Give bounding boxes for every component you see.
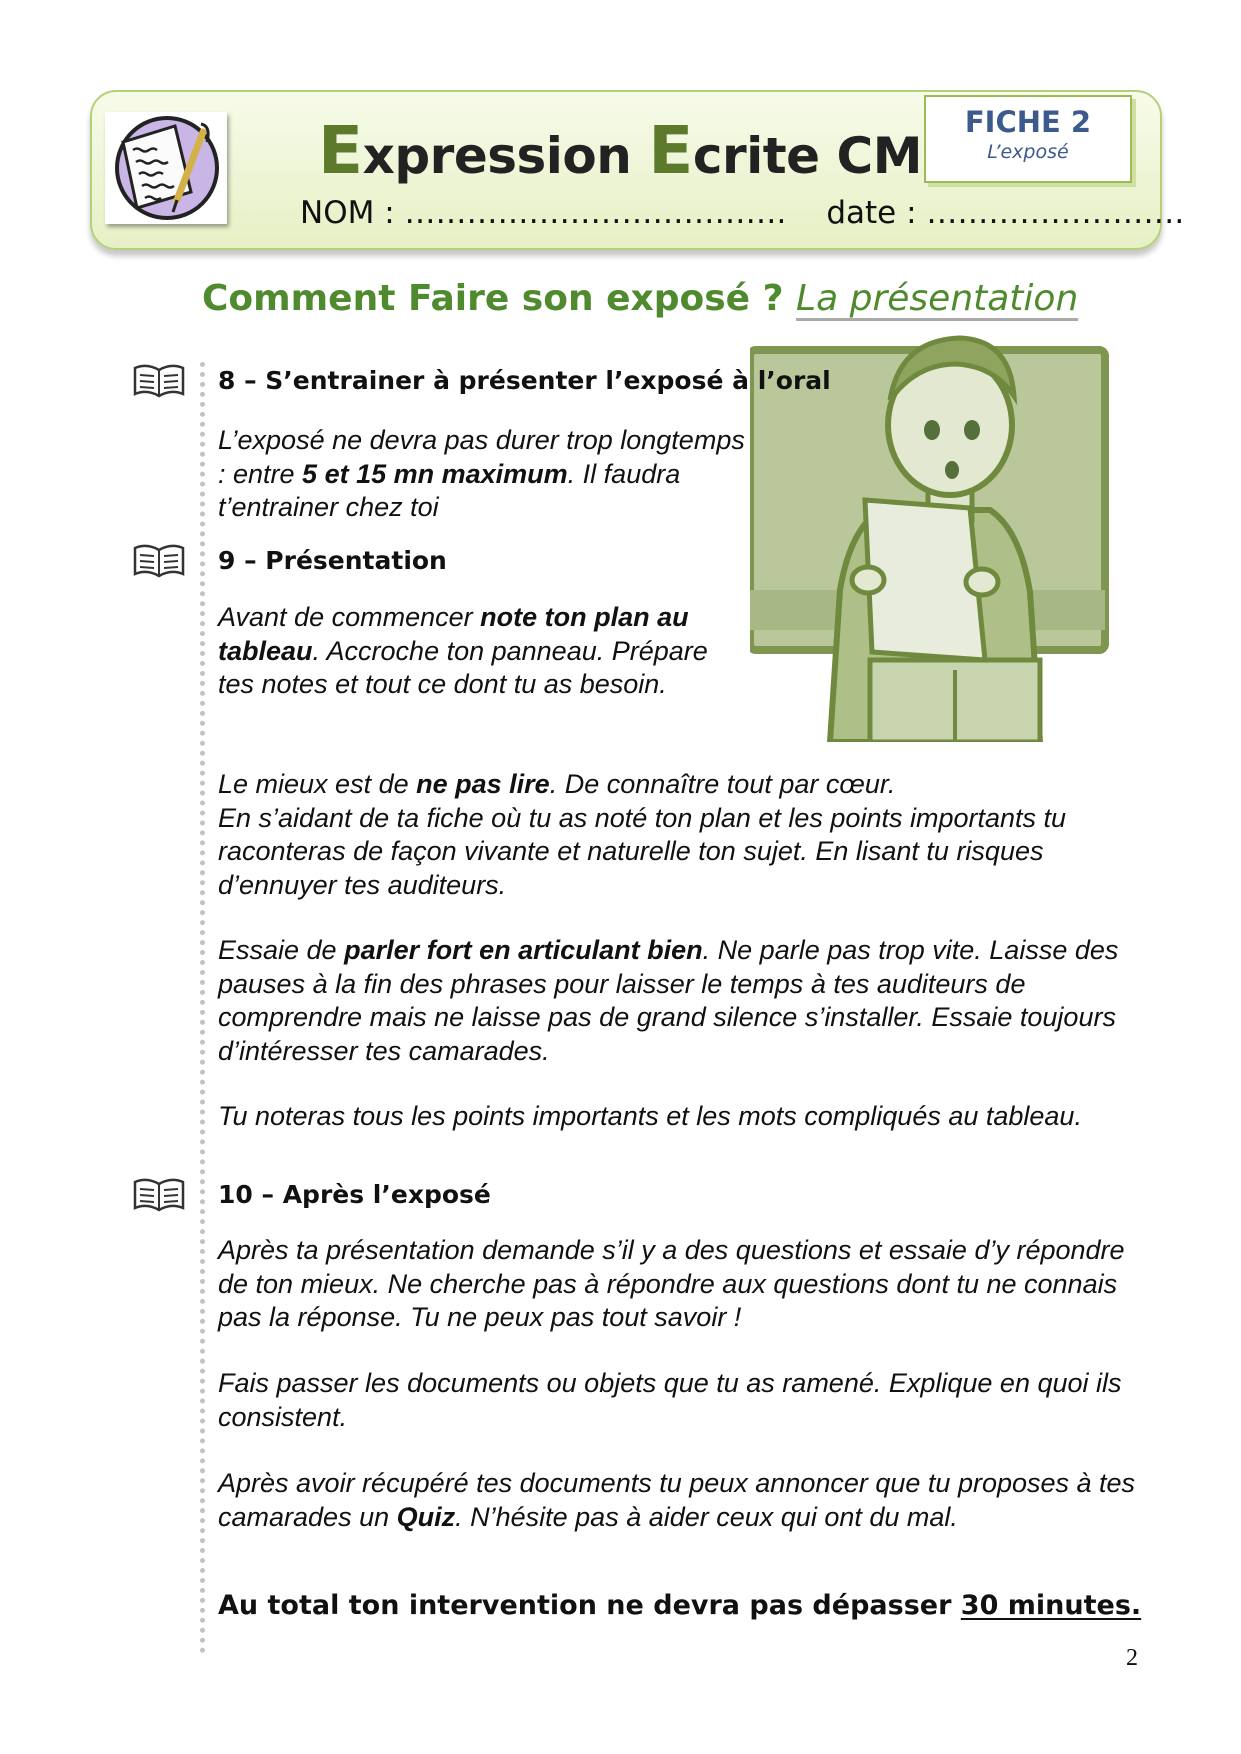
section-9-paragraph-3 xyxy=(218,934,1148,1068)
bold-run: ne pas lire xyxy=(416,769,550,799)
heading-italic: La présentation xyxy=(796,278,1079,319)
book-icon xyxy=(131,1176,187,1214)
bold-run: 5 et 15 mn maximum xyxy=(302,458,568,489)
text-run: L’exposé ne devra pas durer trop longtemps : entre xyxy=(218,425,745,489)
title-initial-e2: E xyxy=(648,112,693,189)
section-10-title: 10 – Après l’exposé xyxy=(218,1180,491,1209)
bold-run: Quiz xyxy=(396,1501,456,1532)
writing-logo-icon xyxy=(105,112,227,224)
text-run: . N’hésite pas à aider ceux qui ont du mal. xyxy=(455,1501,958,1532)
text-run: Essaie de xyxy=(218,935,345,965)
fiche-badge xyxy=(924,95,1132,183)
section-8-paragraph xyxy=(218,424,758,525)
text-run: . Il faudra t’entrainer chez toi xyxy=(218,458,681,522)
section-10-paragraph-2: Fais passer les documents ou objets que tu as ramené. Explique en quoi ils consistent. xyxy=(218,1368,1122,1432)
text-run: Après avoir récupéré tes documents tu peux annoncer que tu proposes à tes camarades un xyxy=(218,1468,1136,1532)
text-run: Avant de commencer xyxy=(218,602,481,632)
section-heading xyxy=(202,278,1078,319)
text-run: . De connaître tout par cœur. xyxy=(549,769,896,799)
text-run: Le mieux est de xyxy=(218,769,417,799)
text-run: . Ne parle pas trop vite. Laisse des pauses à la fin des phrases pour laisser le temps à tes auditeurs de comprendre mais ne laisse pas de grand silence s’installer. Essaie toujours d’intéresser tes camarades. xyxy=(218,935,1119,1066)
section-9-paragraph-1 xyxy=(218,601,738,702)
section-10-paragraph-1: Après ta présentation demande s’il y a des questions et essaie d’y répondre de ton mieux. Ne cherche pas à répondre aux questions dont tu ne connais pas la réponse. Tu ne peux pas tout savoir ! xyxy=(218,1235,1125,1332)
dotted-margin-line xyxy=(200,362,205,1654)
section-9-paragraph-4: Tu noteras tous les points importants et les mots compliqués au tableau. xyxy=(218,1101,1082,1131)
page-number: 2 xyxy=(1126,1645,1138,1671)
title-text-2: crite CM xyxy=(692,127,922,185)
text-run: Au total ton intervention ne devra pas dépasser xyxy=(218,1590,961,1621)
book-icon xyxy=(131,542,187,580)
bold-run: parler fort en articulant bien xyxy=(344,935,703,965)
section-10-paragraph-3 xyxy=(218,1467,1148,1534)
title-initial-e1: E xyxy=(318,112,363,189)
section-9-paragraph-2 xyxy=(218,768,1148,902)
heading-main: Comment Faire son exposé ? xyxy=(202,278,797,319)
nom-field: NOM : ………………………………. xyxy=(300,195,787,231)
fiche-subtitle: L’exposé xyxy=(987,141,1069,163)
section-9-title: 9 – Présentation xyxy=(218,546,447,575)
underlined-duration: 30 minutes. xyxy=(960,1590,1142,1621)
text-run: En s’aidant de ta fiche où tu as noté ton plan et les points importants tu raconteras de façon vivante et naturelle ton sujet. En lisant tu risques d’ennuyer tes auditeurs. xyxy=(218,802,1067,900)
title-text-1: xpression xyxy=(362,127,649,185)
book-icon xyxy=(131,362,187,400)
bold-run: note ton plan au tableau xyxy=(218,602,689,666)
date-field: date : ……………………. xyxy=(826,195,1185,231)
section-8-title: 8 – S’entrainer à présenter l’exposé à l’oral xyxy=(218,366,831,395)
page-title xyxy=(300,112,940,189)
text-run: . Accroche ton panneau. Prépare tes notes et tout ce dont tu as besoin. xyxy=(218,635,708,699)
fiche-number: FICHE 2 xyxy=(964,105,1092,139)
name-date-line xyxy=(300,195,1185,231)
total-duration-note xyxy=(218,1590,1141,1621)
